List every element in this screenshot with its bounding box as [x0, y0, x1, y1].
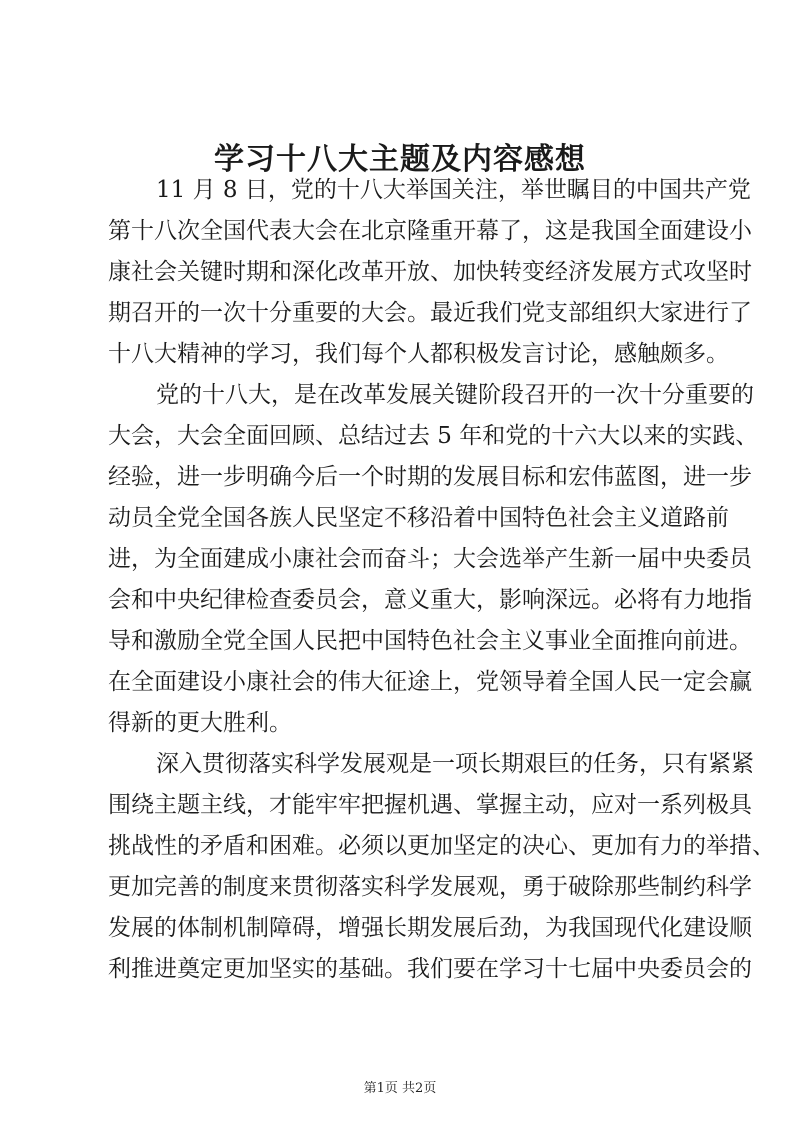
- document-title: 学习十八大主题及内容感想: [214, 142, 586, 177]
- paragraph-line: 利推进奠定更加坚实的基础。我们要在学习十七届中央委员会的: [108, 956, 752, 982]
- paragraph-line: 大会，大会全面回顾、总结过去 5 年和党的十六大以来的实践、: [108, 423, 759, 449]
- paragraph-line: 在全面建设小康社会的伟大征途上，党领导着全国人民一定会赢: [108, 669, 752, 695]
- paragraph-line: 围绕主题主线，才能牢牢把握机遇、掌握主动，应对一系列极具: [108, 792, 752, 818]
- paragraph-line: 十八大精神的学习，我们每个人都积极发言讨论，感触颇多。: [108, 341, 729, 367]
- paragraph-line: 第十八次全国代表大会在北京隆重开幕了，这是我国全面建设小: [108, 218, 752, 244]
- paragraph-line: 导和激励全党全国人民把中国特色社会主义事业全面推向前进。: [108, 628, 752, 654]
- paragraph-line: 动员全党全国各族人民坚定不移沿着中国特色社会主义道路前: [108, 505, 729, 531]
- paragraph-line: 发展的体制机制障碍，增强长期发展后劲，为我国现代化建设顺: [108, 915, 752, 941]
- paragraph-line: 得新的更大胜利。: [108, 710, 292, 736]
- paragraph-line: 康社会关键时期和深化改革开放、加快转变经济发展方式攻坚时: [108, 259, 752, 285]
- paragraph-line: 进，为全面建成小康社会而奋斗；大会选举产生新一届中央委员: [108, 546, 752, 572]
- paragraph-line: 经验，进一步明确今后一个时期的发展目标和宏伟蓝图，进一步: [108, 464, 752, 490]
- paragraph-line: 期召开的一次十分重要的大会。最近我们党支部组织大家进行了: [108, 300, 752, 326]
- paragraph-line: 更加完善的制度来贯彻落实科学发展观，勇于破除那些制约科学: [108, 874, 752, 900]
- paragraph-line: 会和中央纪律检查委员会，意义重大，影响深远。必将有力地指: [108, 587, 752, 613]
- page-number: 第1页 共2页: [363, 1081, 437, 1096]
- document-body: [108, 170, 775, 990]
- paragraph-line: 深入贯彻落实科学发展观是一项长期艰巨的任务，只有紧紧: [156, 751, 754, 777]
- paragraph-line: 11 月 8 日，党的十八大举国关注，举世瞩目的中国共产党: [156, 177, 751, 203]
- paragraph-line: 党的十八大，是在改革发展关键阶段召开的一次十分重要的: [156, 382, 754, 408]
- paragraph-line: 挑战性的矛盾和困难。必须以更加坚定的决心、更加有力的举措、: [108, 833, 775, 859]
